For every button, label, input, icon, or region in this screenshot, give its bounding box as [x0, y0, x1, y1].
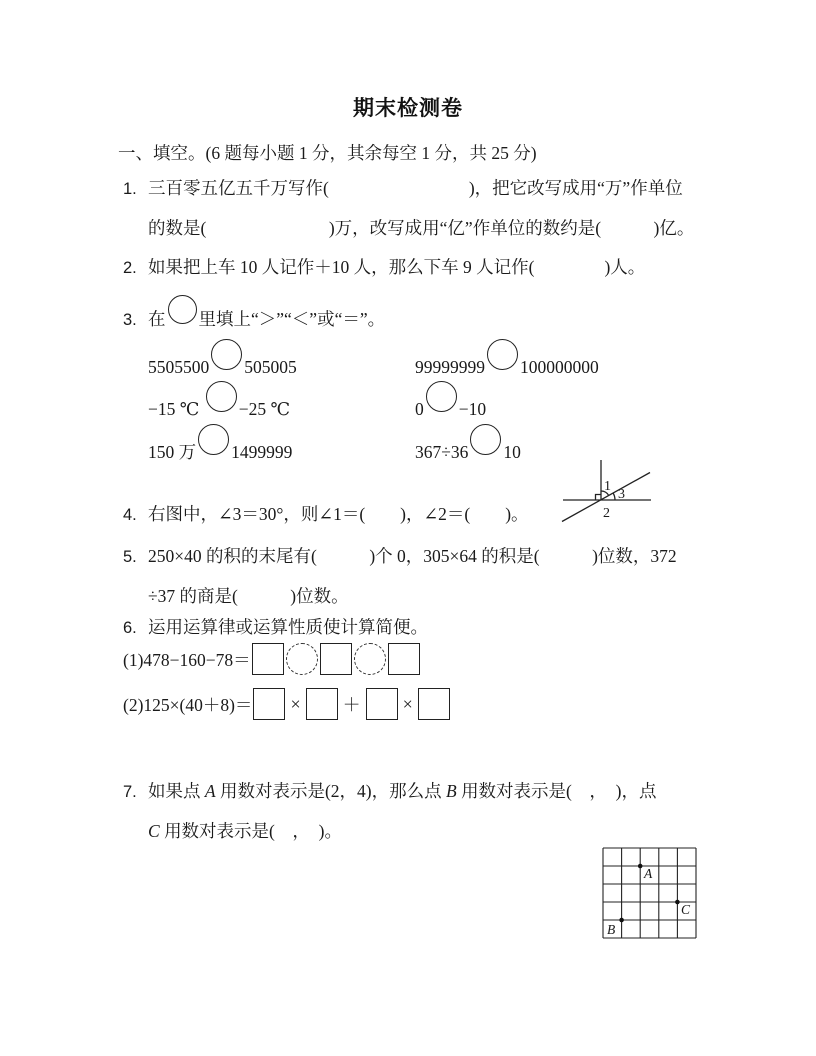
compare-3-right-a: 367÷36 — [415, 442, 469, 462]
angle-label-1: 1 — [604, 479, 611, 494]
compare-row-2 — [148, 381, 486, 422]
answer-box — [306, 688, 338, 720]
multiply-sign: × — [402, 693, 413, 714]
question-7-text-a: 如果点 — [148, 781, 205, 801]
point-label-c: C — [681, 902, 691, 917]
question-1-line-1 — [123, 176, 683, 202]
compare-1-right — [415, 357, 599, 377]
compare-3-left-b: 1499999 — [231, 442, 293, 462]
point-a-reference: A — [204, 781, 216, 801]
question-3-prefix: 在 — [148, 309, 166, 329]
formula-2-expression: (2)125×(40＋8)＝ — [123, 694, 253, 715]
point-c-reference: C — [148, 821, 160, 841]
answer-box — [253, 688, 285, 720]
plus-sign: ＋ — [342, 695, 361, 715]
compare-1-left — [148, 339, 415, 380]
question-1-line-2: 的数是( )万，改写成用“亿”作单位的数约是( )亿。 — [148, 218, 695, 238]
angle-label-2: 2 — [603, 506, 610, 521]
compare-row-1 — [148, 339, 599, 380]
question-7-text-b: 用数对表示是(2，4)，那么点 — [215, 781, 446, 801]
question-3-suffix: 里填上“＞”“＜”或“＝”。 — [198, 309, 386, 329]
question-4-line — [123, 502, 529, 528]
question-4-number: 4. — [123, 506, 137, 524]
compare-circle — [470, 424, 501, 455]
point-label-b: B — [607, 922, 616, 937]
question-5-line-1 — [123, 544, 677, 570]
angle-label-3: 3 — [618, 487, 625, 502]
question-3-line — [123, 295, 385, 333]
compare-3-left — [148, 424, 415, 465]
compare-2-left-b: −25 ℃ — [238, 399, 291, 419]
question-2-number: 2. — [123, 259, 137, 277]
answer-box — [388, 643, 420, 675]
compare-circle — [198, 424, 229, 455]
question-7-line-2 — [148, 819, 342, 844]
compare-1-right-b: 100000000 — [520, 357, 599, 377]
compare-1-left-a: 5505500 — [148, 357, 210, 377]
point-b-dot — [619, 918, 624, 923]
question-5-text-1: 250×40 的积的末尾有( )个 0，305×64 的积是( )位数，372 — [148, 546, 677, 566]
answer-box — [320, 643, 352, 675]
question-3-number: 3. — [123, 311, 137, 329]
point-c-dot — [675, 900, 680, 905]
formula-1-expression: (1)478−160−78＝ — [123, 649, 251, 670]
compare-2-right-a: 0 — [415, 399, 424, 419]
compare-2-left-a: −15 ℃ — [148, 399, 204, 419]
right-angle-mark — [596, 495, 602, 501]
question-6-text: 运用运算律或运算性质使计算简便。 — [148, 617, 428, 637]
point-label-a: A — [644, 866, 653, 881]
answer-box — [366, 688, 398, 720]
question-6-number: 6. — [123, 619, 137, 637]
angle-3-arc — [613, 493, 615, 500]
compare-circle — [206, 381, 237, 412]
compare-row-3 — [148, 424, 521, 465]
compare-2-left — [148, 381, 415, 422]
operator-circle — [286, 643, 318, 675]
question-7-number: 7. — [123, 783, 137, 801]
compare-1-left-b: 505005 — [244, 357, 297, 377]
question-5-number: 5. — [123, 548, 137, 566]
question-7-line-1 — [123, 779, 656, 805]
point-b-reference: B — [445, 781, 457, 801]
question-4-text: 右图中，∠3＝30°，则∠1＝( )，∠2＝( )。 — [148, 504, 529, 524]
section-header: 一、填空。(6 题每小题 1 分，其余每空 1 分，共 25 分) — [118, 143, 537, 163]
question-7-text-d: 用数对表示是( ， )。 — [159, 821, 342, 841]
question-1-number: 1. — [123, 180, 137, 198]
question-1-text-1: 三百零五亿五千万写作( )，把它改写成用“万”作单位 — [148, 178, 683, 198]
question-7-text-c: 用数对表示是( ， )，点 — [456, 781, 657, 801]
question-2-text: 如果把上车 10 人记作＋10 人，那么下车 9 人记作( )人。 — [148, 257, 646, 277]
compare-3-right — [415, 442, 521, 462]
answer-box — [418, 688, 450, 720]
operator-circle — [354, 643, 386, 675]
blank-circle — [168, 295, 197, 324]
question-5-line-2: ÷37 的商是( )位数。 — [148, 586, 349, 606]
angle-diagram — [552, 454, 662, 546]
compare-2-right-b: −10 — [458, 399, 487, 419]
compare-circle — [211, 339, 242, 370]
simplify-formula-1 — [123, 643, 421, 675]
coordinate-grid — [598, 844, 702, 944]
compare-3-left-a: 150 万 — [148, 442, 197, 462]
compare-3-right-b: 10 — [503, 442, 521, 462]
compare-circle — [487, 339, 518, 370]
question-2-line — [123, 255, 645, 281]
compare-2-right — [415, 399, 486, 419]
simplify-formula-2 — [123, 688, 451, 720]
multiply-sign: × — [290, 693, 301, 714]
answer-box — [252, 643, 284, 675]
point-a-dot — [638, 864, 643, 869]
compare-1-right-a: 99999999 — [415, 357, 485, 377]
page-title: 期末检测卷 — [353, 97, 463, 120]
question-6-line — [123, 615, 428, 641]
compare-circle — [426, 381, 457, 412]
